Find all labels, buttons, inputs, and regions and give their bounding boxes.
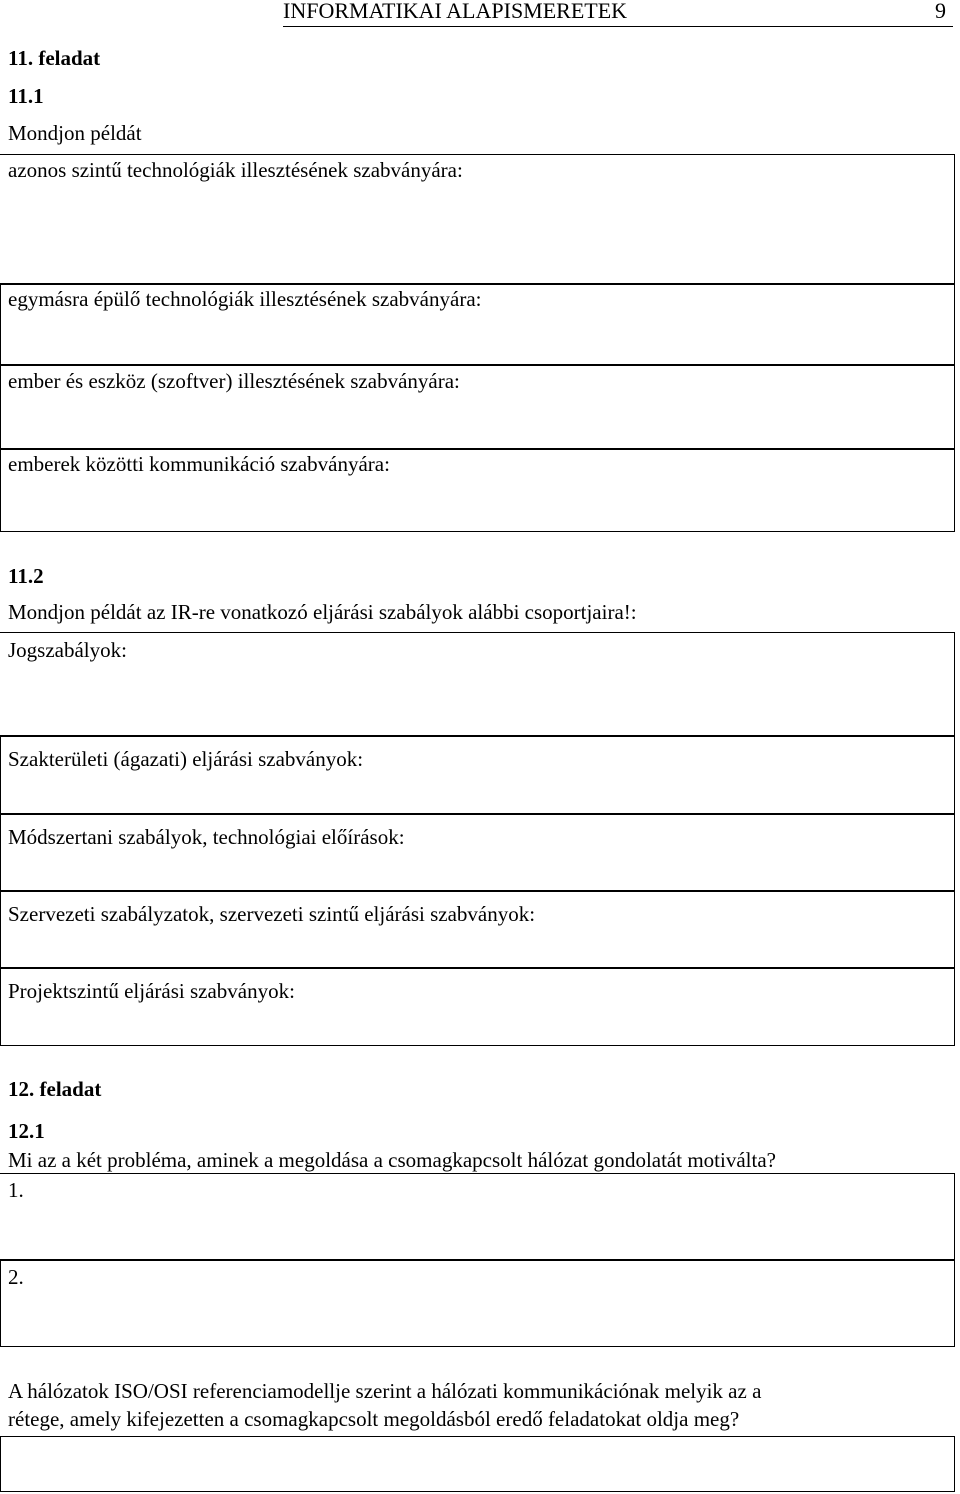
answer-box-12-1-b[interactable] <box>0 1260 955 1347</box>
answer-box-12-2[interactable] <box>0 1436 955 1492</box>
answer-box-11-2-a[interactable] <box>0 632 955 736</box>
task-11-2-number: 11.2 <box>8 564 44 588</box>
task-11-2-prompt-4: Szervezeti szabályzatok, szervezeti szintű eljárási szabványok: <box>8 902 536 926</box>
task-12-1-question: Mi az a két probléma, aminek a megoldása a csomagkapcsolt hálózat gondolatát motiválta? <box>8 1148 776 1172</box>
page-header-title: INFORMATIKAI ALAPISMERETEK <box>283 0 628 23</box>
task-11-2-prompt-3: Módszertani szabályok, technológiai előírások: <box>8 825 405 849</box>
task-11-2-prompt-2: Szakterületi (ágazati) eljárási szabványok: <box>8 747 364 771</box>
task-12-1-item-2: 2. <box>8 1265 24 1289</box>
task-11-1-intro: Mondjon példát <box>8 121 142 145</box>
task-11-1-prompt-4: emberek közötti kommunikáció szabványára: <box>8 452 390 476</box>
task-12-heading: 12. feladat <box>8 1077 102 1101</box>
task-12-question-2-line-2: rétege, amely kifejezetten a csomagkapcsolt megoldásból eredő feladatokat oldja meg? <box>8 1407 740 1431</box>
task-11-2-prompt-5: Projektszintű eljárási szabványok: <box>8 979 295 1003</box>
task-11-1-prompt-2: egymásra épülő technológiák illesztésének szabványára: <box>8 287 482 311</box>
task-11-1-prompt-1: azonos szintű technológiák illesztésének szabványára: <box>8 158 463 182</box>
page-number: 9 <box>935 0 946 23</box>
task-12-1-item-1: 1. <box>8 1178 24 1202</box>
task-11-2-prompt-1: Jogszabályok: <box>8 638 127 662</box>
header-rule <box>283 26 953 27</box>
task-11-2-intro: Mondjon példát az IR-re vonatkozó eljárási szabályok alábbi csoportjaira!: <box>8 600 637 624</box>
task-11-heading: 11. feladat <box>8 46 101 70</box>
task-11-1-prompt-3: ember és eszköz (szoftver) illesztésének szabványára: <box>8 369 460 393</box>
task-11-1-number: 11.1 <box>8 84 44 108</box>
task-12-question-2-line-1: A hálózatok ISO/OSI referenciamodellje szerint a hálózati kommunikációnak melyik az a <box>8 1379 762 1403</box>
answer-box-11-1-a[interactable] <box>0 154 955 284</box>
answer-box-12-1-a[interactable] <box>0 1173 955 1260</box>
task-12-1-number: 12.1 <box>8 1119 45 1143</box>
